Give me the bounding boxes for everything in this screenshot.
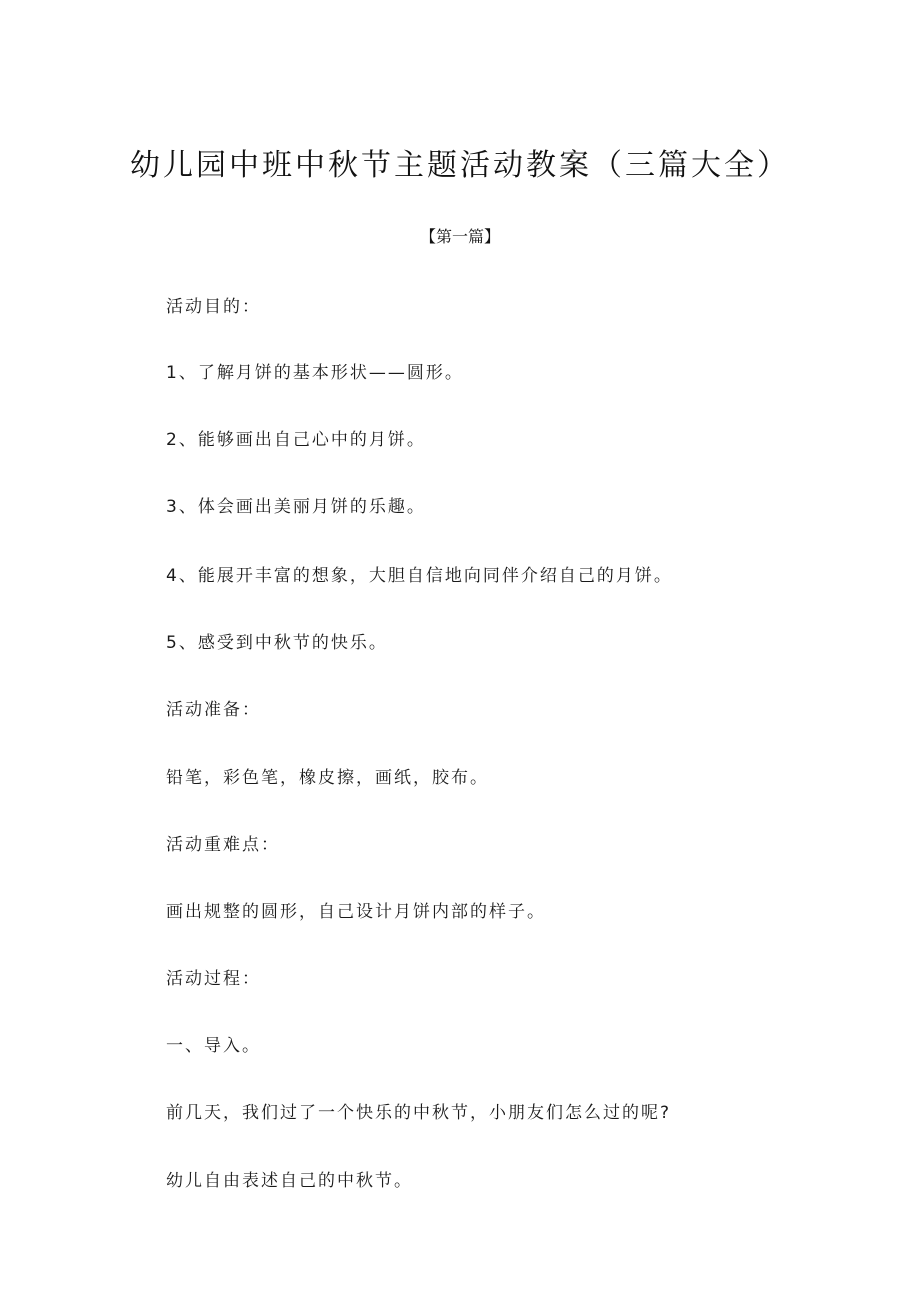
process-step-1-heading: 一、导入。	[166, 1036, 261, 1056]
goal-item-4: 4、能展开丰富的想象，大胆自信地向同伴介绍自己的月饼。	[166, 566, 673, 586]
key-difficulties-text: 画出规整的圆形，自己设计月饼内部的样子。	[166, 902, 546, 922]
heading-activity-goals: 活动目的：	[166, 297, 261, 317]
heading-key-difficulties: 活动重难点：	[166, 835, 280, 855]
heading-activity-preparation: 活动准备：	[166, 700, 261, 720]
goal-item-5: 5、感受到中秋节的快乐。	[166, 633, 388, 653]
goal-item-2: 2、能够画出自己心中的月饼。	[166, 430, 426, 450]
goal-item-1: 1、了解月饼的基本形状——圆形。	[166, 363, 464, 383]
section-heading: 【第一篇】	[419, 227, 500, 246]
preparation-materials: 铅笔，彩色笔，橡皮擦，画纸，胶布。	[166, 768, 489, 788]
document-title: 幼儿园中班中秋节主题活动教案（三篇大全）	[130, 148, 790, 183]
goal-item-3: 3、体会画出美丽月饼的乐趣。	[166, 497, 426, 517]
heading-activity-process: 活动过程：	[166, 969, 261, 989]
process-paragraph: 前几天，我们过了一个快乐的中秋节，小朋友们怎么过的呢?	[166, 1103, 672, 1123]
process-paragraph: 幼儿自由表述自己的中秋节。	[166, 1171, 413, 1191]
